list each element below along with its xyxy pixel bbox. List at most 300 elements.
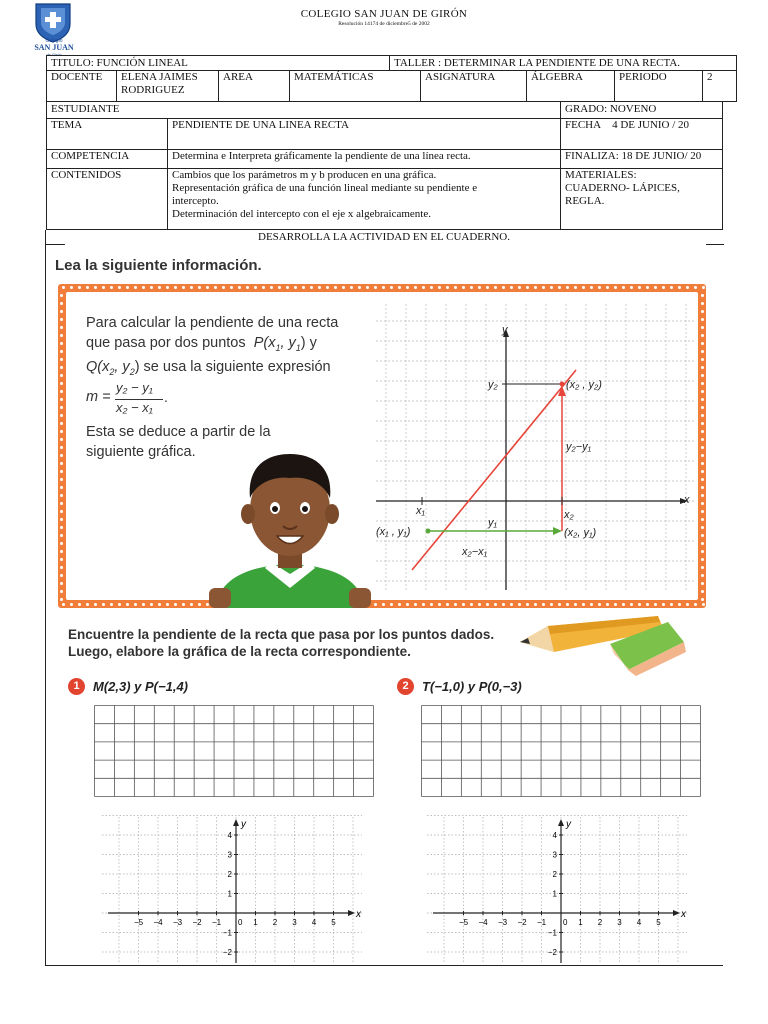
frame-dot [678,286,681,289]
frame-dot [94,286,97,289]
frame-dot [278,286,281,289]
info-line-4: Esta se deduce a partir de la [86,424,271,440]
frame-dot [166,286,169,289]
frame-dot [262,286,265,289]
frame-dot [334,286,337,289]
fecha-cell [561,118,723,150]
plane-x-tick-label: 1 [253,918,258,927]
frame-dot [102,286,105,289]
plane-x-tick-label: −5 [458,918,469,927]
frame-dot [60,598,63,601]
frame-dot [622,603,625,606]
frame-dot [534,603,537,606]
info-line-2: que pasa por dos puntos $P(x_1$, $y_1$) y [86,334,317,353]
docente-label: DOCENTE [46,70,117,102]
contenidos-label: CONTENIDOS [46,168,168,230]
frame-dot [94,603,97,606]
plane-y-tick-label: 1 [227,889,232,899]
frame-dot [462,286,465,289]
frame-dot [238,286,241,289]
frame-dot [126,286,129,289]
plane-x-arrow [673,910,680,916]
frame-dot [701,502,704,505]
frame-dot [701,582,704,585]
frame-dot [60,582,63,585]
plane-x-arrow [348,910,355,916]
frame-dot [630,286,633,289]
frame-dot [190,603,193,606]
plane-y-tick-label: −1 [222,928,232,938]
frame-dot [701,470,704,473]
info-line-2d: ) y [300,334,317,351]
docente-value [117,70,219,102]
frame-dot [62,603,65,606]
frame-dot [701,518,704,521]
competencia-value: Determina e Interpreta gráficamente la pendiente de una línea recta. [168,149,561,169]
frame-dot [110,603,113,606]
frame-dot [310,286,313,289]
boy-illustration [205,448,375,608]
frame-dot [406,286,409,289]
bottom-border [45,965,723,966]
diagram-grid [376,304,694,592]
frame-dot [60,358,63,361]
frame-dot [102,603,105,606]
left-tick [45,244,65,245]
plane-y-label: y [566,819,571,830]
frame-dot [670,603,673,606]
pencil-eraser-illustration [518,612,688,678]
frame-dot [701,342,704,345]
frame-dot [60,342,63,345]
frame-dot [60,518,63,521]
info-line-2b: P(x [253,334,276,351]
frame-dot [60,526,63,529]
frame-dot [701,454,704,457]
diagram-y2-label: y₂ [488,379,498,391]
plane-x-tick-label: −2 [192,918,202,927]
frame-dot [60,366,63,369]
frame-dot [670,286,673,289]
frame-dot [542,286,545,289]
frame-dot [382,603,385,606]
frame-dot [701,358,704,361]
frame-dot [422,286,425,289]
info-line-3: $Q(x_2$, $y_2$) se usa la siguiente expresión [86,358,331,377]
frame-dot [701,430,704,433]
plane-y-tick-label: 3 [227,850,232,860]
info-line-5: siguiente gráfica. [86,443,196,460]
plane-x-tick-label: −1 [536,918,547,927]
task-line-2: Luego, elabore la gráfica de la recta correspondiente. [68,644,411,659]
problem-2-badge: 2 [397,678,414,695]
contenidos-value [168,168,561,230]
frame-dot [60,590,63,593]
plane-y-tick-label: 2 [552,870,557,879]
taller-cell: TALLER : DETERMINAR LA PENDIENTE DE UNA RECTA. [390,55,737,71]
plane-x-tick-label: 4 [636,918,642,927]
periodo-value: 2 [703,70,737,102]
frame-dot [646,286,649,289]
frame-dot [686,286,689,289]
plane-y-arrow [558,819,564,826]
frame-dot [270,286,273,289]
frame-dot [582,603,585,606]
frame-dot [701,350,704,353]
plane-y-arrow [233,819,239,826]
frame-dot [701,478,704,481]
diagram-x2-label: x₂ [564,509,574,521]
frame-dot [454,286,457,289]
fecha-label: FECHA [565,119,602,131]
frame-dot [390,286,393,289]
docente-value-1: ELENA JAIMES [121,71,198,83]
frame-dot [701,566,704,569]
problem-2-text: T(−1,0) y P(0,−3) [422,679,522,694]
frame-dot [470,603,473,606]
plane-y-tick-label: 1 [552,889,557,899]
frame-dot [60,382,63,385]
frame-dot [60,502,63,505]
frame-dot [430,286,433,289]
plane-y-tick-label: −2 [547,948,557,957]
plane-y-tick-label: 4 [552,831,557,840]
plane-x-tick-label: −5 [133,918,144,927]
frame-dot [590,603,593,606]
info-line-3a: Q(x [86,358,110,375]
frame-dot [110,286,113,289]
frame-dot [60,446,63,449]
frame-dot [701,590,704,593]
plane-y-tick-label: 3 [552,850,557,860]
frame-dot [606,603,609,606]
frame-dot [60,478,63,481]
diagram-y1-label: y₁ [488,517,497,529]
frame-dot [294,286,297,289]
formula-dot: . [164,389,168,405]
frame-dot [60,574,63,577]
frame-dot [646,603,649,606]
frame-dot [701,598,704,601]
frame-dot [198,286,201,289]
frame-dot [142,603,145,606]
frame-dot [701,414,704,417]
logo-text-bottom: SAN JUAN [34,43,74,52]
school-name: COLEGIO SAN JUAN DE GIRÓN [300,8,468,20]
frame-dot [686,603,689,606]
coordinate-plane-1[interactable] [100,815,370,965]
frame-dot [654,286,657,289]
frame-dot [382,286,385,289]
frame-dot [614,603,617,606]
frame-dot [158,603,161,606]
frame-dot [701,366,704,369]
tema-value: PENDIENTE DE UNA LINEA RECTA [168,118,561,150]
plane-x-tick-label: 3 [617,918,622,927]
frame-dot [342,286,345,289]
frame-dot [302,286,305,289]
plane-y-tick-label: −1 [547,928,557,938]
plane-x-tick-label: −1 [211,918,222,927]
frame-dot [182,286,185,289]
contenidos-line-1: Cambios que los parámetros m y b producen en una gráfica. [172,169,437,181]
frame-dot [60,550,63,553]
frame-dot [701,310,704,313]
frame-dot [566,603,569,606]
frame-dot [662,286,665,289]
frame-dot [701,550,704,553]
diagram-x2y1-label: (x₂, y₁) [564,527,597,539]
frame-dot [166,603,169,606]
plane-x-tick-label: 5 [331,918,336,927]
plane-x-tick-label: −4 [478,918,488,927]
frame-dot [701,510,704,513]
diagram-x1y1-label: (x₁ , y₁) [376,526,411,538]
frame-dot [701,374,704,377]
lead-text: Lea la siguiente información. [55,257,262,274]
frame-dot [630,603,633,606]
frame-dot [701,558,704,561]
frame-dot [622,286,625,289]
frame-dot [502,603,505,606]
diagram-x2y2-label: (x₂ , y₂) [566,379,602,391]
frame-dot [142,286,145,289]
frame-dot [430,603,433,606]
info-line-2a: que pasa por dos puntos [86,334,246,351]
frame-dot [60,422,63,425]
finaliza-cell: FINALIZA: 18 DE JUNIO/ 20 [561,149,723,169]
frame-dot [701,494,704,497]
frame-dot [60,318,63,321]
answer-grid-1[interactable] [94,705,374,797]
contenidos-line-2: Representación gráfica de una función lineal mediante su pendiente e [172,182,478,194]
resolution: Resolución 14174 de diciembre5 de 2002 [338,21,430,27]
frame-dot [701,574,704,577]
info-line-1: Para calcular la pendiente de una recta [86,315,339,331]
frame-dot [438,603,441,606]
info-line-2c: , y [280,334,296,351]
frame-dot [182,603,185,606]
frame-dot [350,286,353,289]
frame-dot [60,430,63,433]
frame-dot [518,603,521,606]
area-label: AREA [219,70,290,102]
logo-text-top: Colegio [45,38,63,44]
frame-dot [701,462,704,465]
frame-dot [494,603,497,606]
frame-dot [60,454,63,457]
titulo-cell: TITULO: FUNCIÓN LINEAL [46,55,390,71]
frame-dot [86,603,89,606]
plane-x-tick-label: −2 [517,918,527,927]
info-line-3c: ) se usa la siguiente expresión [134,358,331,375]
competencia-label: COMPETENCIA [46,149,168,169]
right-tick [706,244,724,245]
frame-dot [701,382,704,385]
problem-1-text: M(2,3) y P(−1,4) [93,679,189,694]
frame-dot [701,334,704,337]
frame-dot [398,603,401,606]
frame-dot [78,603,81,606]
frame-dot [518,286,521,289]
frame-dot [438,286,441,289]
frame-dot [150,603,153,606]
frame-dot [246,286,249,289]
frame-dot [286,286,289,289]
frame-dot [60,558,63,561]
plane-x-tick-label: 3 [292,918,297,927]
frame-dot [701,542,704,545]
plane-x-tick-label: −3 [172,918,183,927]
frame-dot [598,286,601,289]
frame-dot [126,603,129,606]
periodo-label: PERIODO [615,70,703,102]
plane-x-tick-label: 2 [597,918,603,927]
plane-x-label: x [681,909,686,920]
frame-dot [701,318,704,321]
frame-dot [60,462,63,465]
task-text [68,626,494,660]
formula-denominator: x₂ − x₁ [116,400,153,415]
frame-dot [118,286,121,289]
frame-dot [574,603,577,606]
plane-x-tick-label: 5 [656,918,661,927]
materiales-line-2: CUADERNO- LÁPICES, [565,182,680,194]
frame-dot [150,286,153,289]
contenidos-line-3: intercepto. [172,195,219,207]
frame-dot [701,326,704,329]
frame-dot [134,286,137,289]
frame-dot [118,603,121,606]
frame-dot [60,350,63,353]
asignatura-value: ÁLGEBRA [527,70,615,102]
frame-dot [638,286,641,289]
area-value: MATEMÁTICAS [290,70,421,102]
docente-value-2: RODRIGUEZ [121,84,185,96]
frame-dot [478,603,481,606]
plane-y-label: y [241,819,246,830]
plane-y-tick-label: 4 [227,831,232,840]
estudiante-label: ESTUDIANTE [46,101,561,119]
asignatura-label: ASIGNATURA [421,70,527,102]
diagram-y2y1-label: y₂−y₁ [566,441,592,453]
frame-dot [60,534,63,537]
logo-text-small: de Girón [46,52,62,57]
frame-dot [414,286,417,289]
frame-dot [478,286,481,289]
frame-dot [486,286,489,289]
frame-dot [60,414,63,417]
frame-dot [702,603,705,606]
info-text [86,314,376,382]
frame-dot [470,286,473,289]
frame-dot [558,603,561,606]
frame-dot [60,374,63,377]
frame-dot [701,438,704,441]
tema-label: TEMA [46,118,168,150]
diagram-red-line [412,370,576,570]
formula-numerator: y₂ − y₁ [116,380,153,395]
plane-y-tick-label: 2 [227,870,232,879]
frame-dot [701,486,704,489]
frame-dot [158,286,161,289]
plane-x-label: x [356,909,361,920]
frame-dot [326,286,329,289]
materiales-cell [561,168,723,230]
frame-dot [702,286,705,289]
answer-grid-2[interactable] [421,705,701,797]
frame-dot [446,603,449,606]
materiales-line-3: REGLA. [565,195,605,207]
frame-dot [446,286,449,289]
frame-dot [70,603,73,606]
frame-dot [60,334,63,337]
problem-1-badge: 1 [68,678,85,695]
frame-dot [566,286,569,289]
plane-x-tick-label: 0 [563,918,568,927]
frame-dot [214,286,217,289]
frame-dot [462,603,465,606]
frame-dot [590,286,593,289]
frame-dot [60,566,63,569]
frame-dot [60,398,63,401]
frame-dot [62,286,65,289]
frame-dot [678,603,681,606]
frame-dot [701,398,704,401]
contenidos-line-4: Determinación del intercepto con el eje x algebraicamente. [172,208,431,220]
diagram-point-x2y2 [560,382,565,387]
frame-dot [60,494,63,497]
frame-dot [358,286,361,289]
frame-dot [574,286,577,289]
frame-dot [701,390,704,393]
plane-x-tick-label: 4 [311,918,317,927]
frame-dot [86,286,89,289]
frame-dot [502,286,505,289]
diagram-point-x1y1 [426,529,431,534]
diagram-green-arrowhead [553,527,562,535]
frame-dot [542,603,545,606]
frame-dot [606,286,609,289]
frame-dot [390,603,393,606]
frame-dot [222,286,225,289]
frame-dot [701,422,704,425]
frame-dot [494,286,497,289]
plane-y-tick-label: −2 [222,948,232,957]
frame-dot [701,406,704,409]
formula-m: m = [86,389,111,405]
plane-x-tick-label: 2 [272,918,278,927]
frame-dot [701,526,704,529]
frame-dot [190,286,193,289]
frame-dot [662,603,665,606]
frame-dot [60,310,63,313]
task-line-1: Encuentre la pendiente de la recta que pasa por los puntos dados. [68,627,495,642]
frame-dot [60,510,63,513]
diagram-x2x1-label: x₂−x₁ [462,546,488,558]
coordinate-plane-2[interactable] [425,815,695,965]
frame-dot [206,286,209,289]
diagram-x1-label: x₁ [416,505,425,517]
frame-dot [558,286,561,289]
frame-dot [198,603,201,606]
frame-dot [694,286,697,289]
frame-dot [174,286,177,289]
frame-dot [486,603,489,606]
slope-diagram [372,300,700,596]
frame-dot [60,390,63,393]
frame-dot [254,286,257,289]
